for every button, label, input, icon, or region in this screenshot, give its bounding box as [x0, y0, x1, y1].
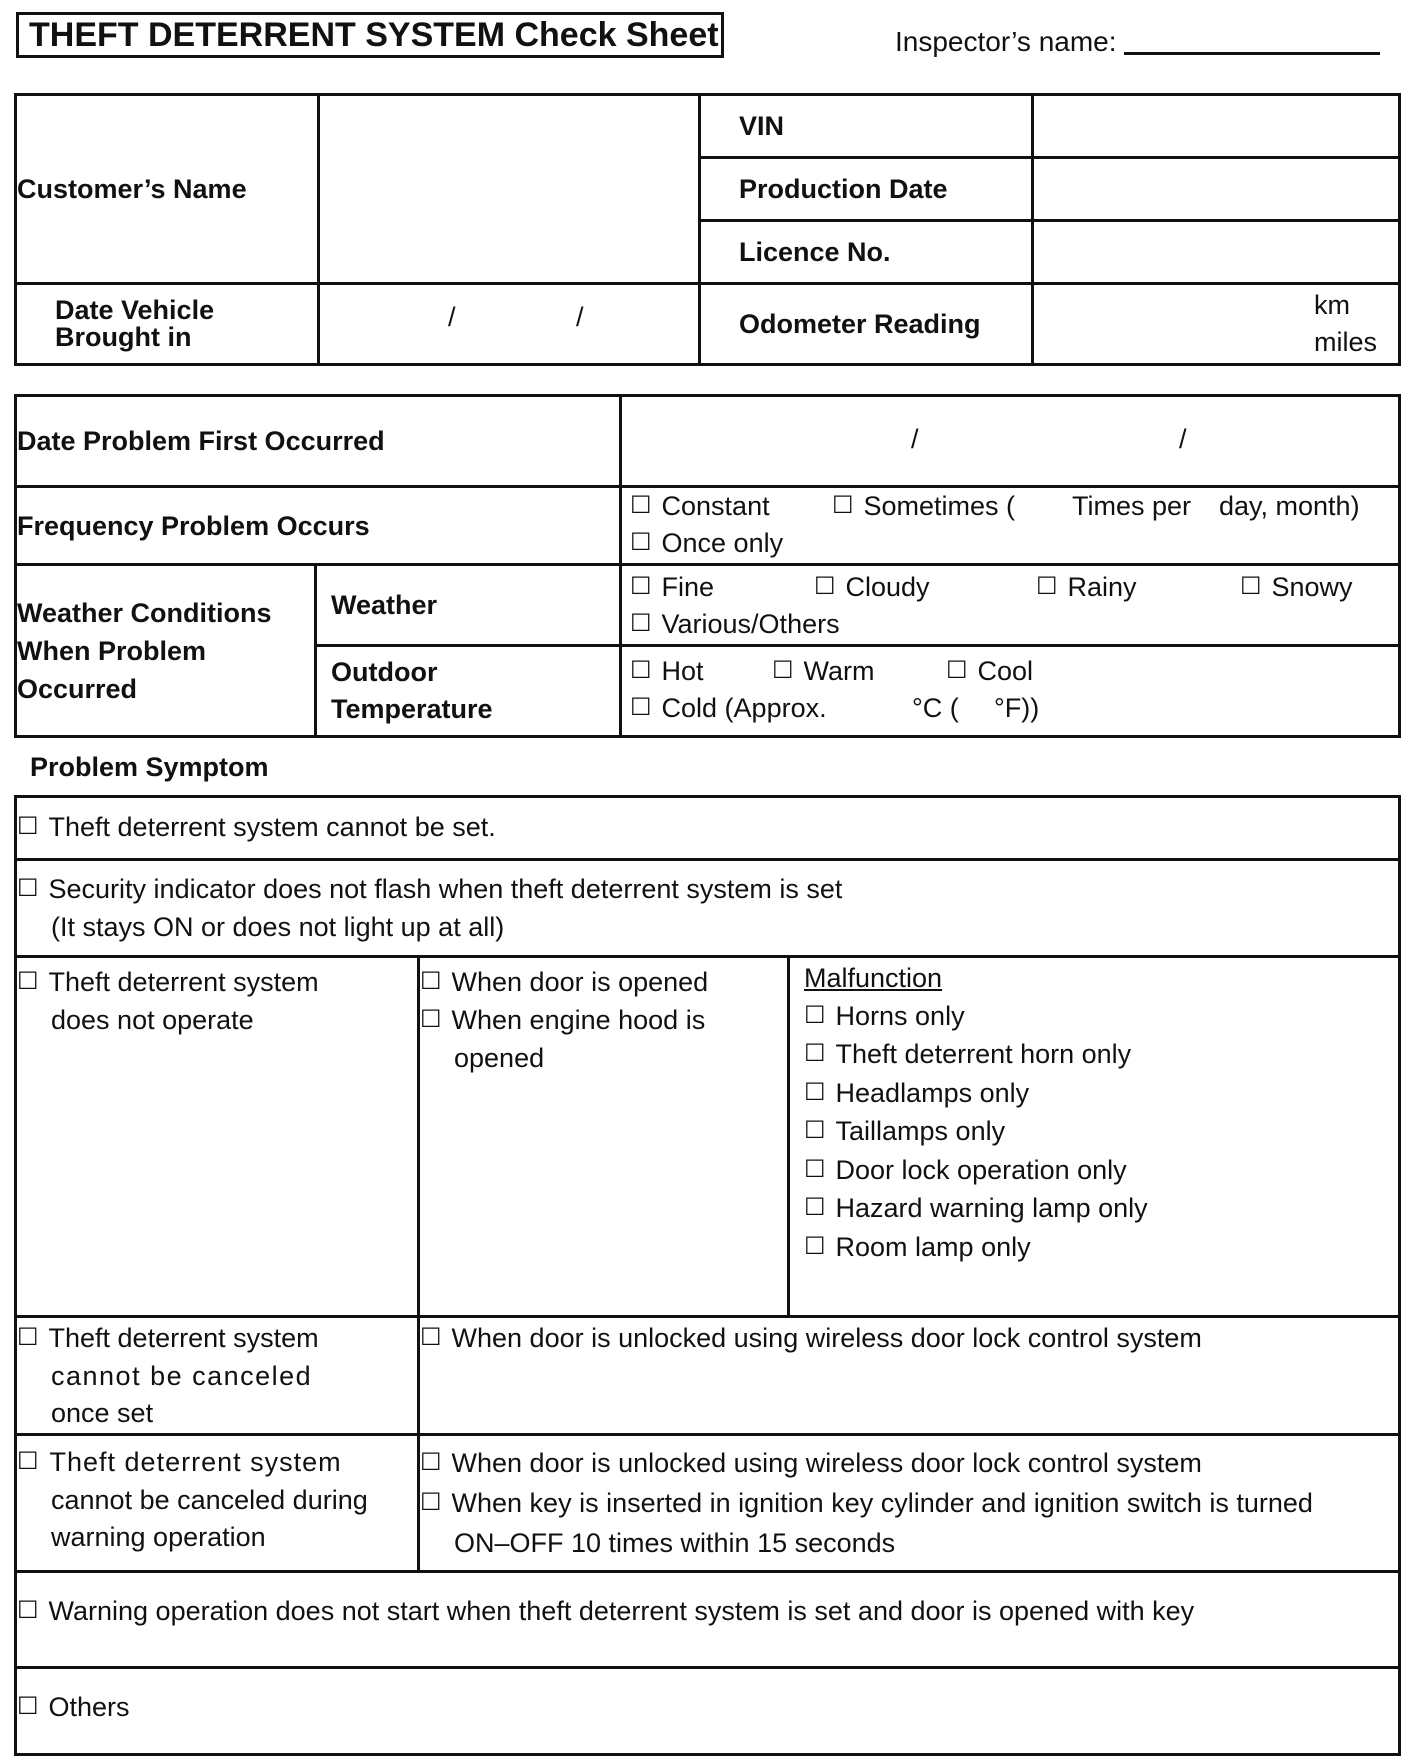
key-inserted-line2: ON–OFF 10 times within 15 seconds [454, 1528, 896, 1558]
checkbox-icon[interactable]: ☐ [630, 657, 652, 684]
cannot-cancel-line2: cannot be canceled [51, 1361, 313, 1391]
cancel-warning-line2: cannot be canceled during [51, 1485, 368, 1515]
checkbox-icon[interactable]: ☐ [630, 694, 652, 721]
freq-constant-option[interactable]: ☐ Constant [630, 491, 770, 521]
licence-label: Licence No. [700, 221, 1033, 284]
checkbox-icon[interactable]: ☐ [420, 1324, 442, 1351]
cancel-warning-conditions [419, 1435, 1400, 1572]
temp-hot-option[interactable]: ☐ Hot [630, 656, 704, 686]
hood-opened-line2: opened [454, 1043, 545, 1073]
checkbox-icon[interactable]: ☐ [420, 1489, 442, 1516]
odometer-unit-km: km [1314, 290, 1350, 320]
indicator-note: (It stays ON or does not light up at all) [51, 912, 505, 942]
inspector-name-label: Inspector’s name: [895, 26, 1117, 57]
temp-cold-option[interactable]: ☐ Cold (Approx. [630, 693, 827, 723]
checkbox-icon[interactable]: ☐ [772, 657, 794, 684]
checkbox-icon[interactable]: ☐ [804, 1232, 826, 1260]
symptom-warning-not-start[interactable]: ☐ Warning operation does not start when theft deterrent system is set and door is opened with key [16, 1572, 1400, 1668]
symptom-does-not-operate[interactable]: ☐ Theft deterrent system does not operate [16, 957, 419, 1317]
checkbox-icon[interactable]: ☐ [630, 529, 652, 556]
checkbox-icon[interactable]: ☐ [804, 1194, 826, 1221]
conditions-table [14, 394, 1401, 738]
date-brought-in-field[interactable] [319, 284, 700, 365]
problem-symptom-table [14, 795, 1401, 1756]
odometer-unit-miles: miles [1314, 327, 1378, 357]
temp-celsius-unit: °C ( [912, 693, 959, 723]
first-occurred-slash-1: / [911, 424, 919, 454]
malfunction-item[interactable]: ☐ Door lock operation only [804, 1154, 1127, 1185]
customer-name-field[interactable] [319, 95, 700, 284]
vin-label: VIN [700, 95, 1033, 158]
freq-day-month: day, month) [1219, 491, 1360, 521]
checkbox-icon[interactable]: ☐ [804, 1155, 826, 1183]
malfunction-list [789, 957, 1400, 1317]
production-date-field[interactable] [1033, 158, 1400, 221]
malfunction-item[interactable]: ☐ Room lamp only [804, 1231, 1031, 1262]
cond-door-opened[interactable]: ☐ When door is opened [420, 967, 709, 997]
weather-options [621, 565, 1400, 646]
temp-cool-option[interactable]: ☐ Cool [946, 656, 1034, 686]
freq-sometimes-option[interactable]: ☐ Sometimes ( [832, 491, 1016, 521]
malfunction-item[interactable]: ☐ Theft deterrent horn only [804, 1039, 1132, 1069]
checkbox-icon[interactable]: ☐ [630, 610, 652, 637]
cond-wireless-unlock-2[interactable]: ☐ When door is unlocked using wireless door lock control system [420, 1448, 1202, 1478]
checkbox-icon[interactable]: ☐ [1036, 573, 1058, 600]
cond-wireless-unlock[interactable]: ☐ When door is unlocked using wireless door lock control system [419, 1317, 1400, 1435]
checkbox-icon[interactable]: ☐ [420, 1449, 442, 1476]
odometer-label: Odometer Reading [700, 284, 1033, 365]
checkbox-icon[interactable]: ☐ [814, 573, 836, 600]
checkbox-icon[interactable]: ☐ [804, 1117, 826, 1144]
weather-snowy-option[interactable]: ☐ Snowy [1240, 572, 1353, 602]
production-date-label: Production Date [700, 158, 1033, 221]
weather-cond-line2: When Problem [17, 635, 207, 666]
date-first-occurred-label: Date Problem First Occurred [16, 396, 621, 487]
date-slash-1: / [448, 302, 456, 332]
checkbox-icon[interactable]: ☐ [17, 1597, 39, 1624]
date-brought-in-label [16, 284, 319, 365]
checkbox-icon[interactable]: ☐ [804, 1078, 826, 1106]
date-first-occurred-field[interactable] [621, 396, 1400, 487]
date-brought-in-line2: Brought in [55, 322, 192, 352]
vehicle-info-table [14, 93, 1401, 366]
symptom-cancel-during-warning[interactable]: ☐ Theft deterrent system cannot be canceled during warning operation [16, 1435, 419, 1572]
weather-cloudy-option[interactable]: ☐ Cloudy [814, 572, 930, 602]
freq-times-per: Times per [1072, 491, 1192, 521]
not-operate-line2: does not operate [51, 1005, 254, 1035]
checkbox-icon[interactable]: ☐ [420, 1006, 442, 1033]
cond-hood-opened[interactable]: ☐ When engine hood is [420, 1005, 706, 1035]
licence-field[interactable] [1033, 221, 1400, 284]
odometer-field[interactable] [1033, 284, 1400, 365]
sheet-title: THEFT DETERRENT SYSTEM Check Sheet [16, 12, 724, 58]
malfunction-title: Malfunction [804, 963, 943, 993]
outdoor-temp-label [316, 646, 621, 737]
checkbox-icon[interactable]: ☐ [804, 1001, 826, 1029]
date-brought-in-line1: Date Vehicle [55, 295, 215, 325]
frequency-options [621, 487, 1400, 565]
cancel-warning-line3: warning operation [51, 1522, 266, 1552]
checkbox-icon[interactable]: ☐ [630, 573, 652, 600]
problem-symptom-title: Problem Symptom [30, 752, 269, 782]
inspector-name-field[interactable] [1124, 52, 1380, 55]
malfunction-item[interactable]: ☐ Hazard warning lamp only [804, 1193, 1148, 1223]
symptom-indicator-not-flash[interactable]: ☐ Security indicator does not flash when theft deterrent system is set (It stays ON or does not light up at all) [16, 860, 1400, 957]
temperature-options [621, 646, 1400, 737]
operate-conditions [419, 957, 789, 1317]
weather-rainy-option[interactable]: ☐ Rainy [1036, 572, 1137, 602]
frequency-label: Frequency Problem Occurs [16, 487, 621, 565]
symptom-cannot-cancel[interactable]: ☐ Theft deterrent system cannot be canceled once set [16, 1317, 419, 1435]
checkbox-icon[interactable]: ☐ [946, 657, 968, 684]
checkbox-icon[interactable]: ☐ [630, 492, 652, 519]
vin-field[interactable] [1033, 95, 1400, 158]
weather-fine-option[interactable]: ☐ Fine [630, 572, 715, 602]
checkbox-icon[interactable]: ☐ [17, 1693, 39, 1720]
checkbox-icon[interactable]: ☐ [1240, 573, 1262, 600]
temp-warm-option[interactable]: ☐ Warm [772, 656, 875, 686]
freq-once-option[interactable]: ☐ Once only [630, 528, 784, 558]
symptom-cannot-be-set[interactable]: ☐ Theft deterrent system cannot be set. [16, 797, 1400, 860]
weather-cond-line1: Weather Conditions [17, 597, 272, 628]
symptom-others[interactable]: ☐ Others [16, 1668, 1400, 1755]
outdoor-line2: Temperature [331, 694, 493, 724]
weather-cond-line3: Occurred [17, 673, 138, 704]
cannot-cancel-line3: once set [51, 1398, 154, 1428]
temp-fahrenheit-unit: °F)) [994, 693, 1040, 723]
customer-name-label: Customer’s Name [16, 95, 319, 284]
checkbox-icon[interactable]: ☐ [17, 1324, 39, 1351]
checkbox-icon[interactable]: ☐ [804, 1040, 826, 1067]
cond-key-inserted[interactable]: ☐ When key is inserted in ignition key cylinder and ignition switch is turned [420, 1488, 1313, 1518]
malfunction-item[interactable]: ☐ Headlamps only [804, 1077, 1030, 1108]
checkbox-icon[interactable]: ☐ [832, 492, 854, 519]
checkbox-icon[interactable]: ☐ [17, 813, 39, 840]
weather-label: Weather [316, 565, 621, 646]
checkbox-icon[interactable]: ☐ [17, 1448, 40, 1475]
checkbox-icon[interactable]: ☐ [17, 875, 39, 902]
malfunction-item[interactable]: ☐ Taillamps only [804, 1116, 1006, 1146]
first-occurred-slash-2: / [1179, 424, 1187, 454]
checkbox-icon[interactable]: ☐ [17, 968, 39, 995]
weather-various-option[interactable]: ☐ Various/Others [630, 609, 840, 639]
outdoor-line1: Outdoor [331, 657, 438, 687]
date-slash-2: / [576, 302, 584, 332]
weather-conditions-label [16, 565, 316, 737]
checkbox-icon[interactable]: ☐ [420, 968, 442, 995]
malfunction-item[interactable]: ☐ Horns only [804, 1000, 965, 1031]
